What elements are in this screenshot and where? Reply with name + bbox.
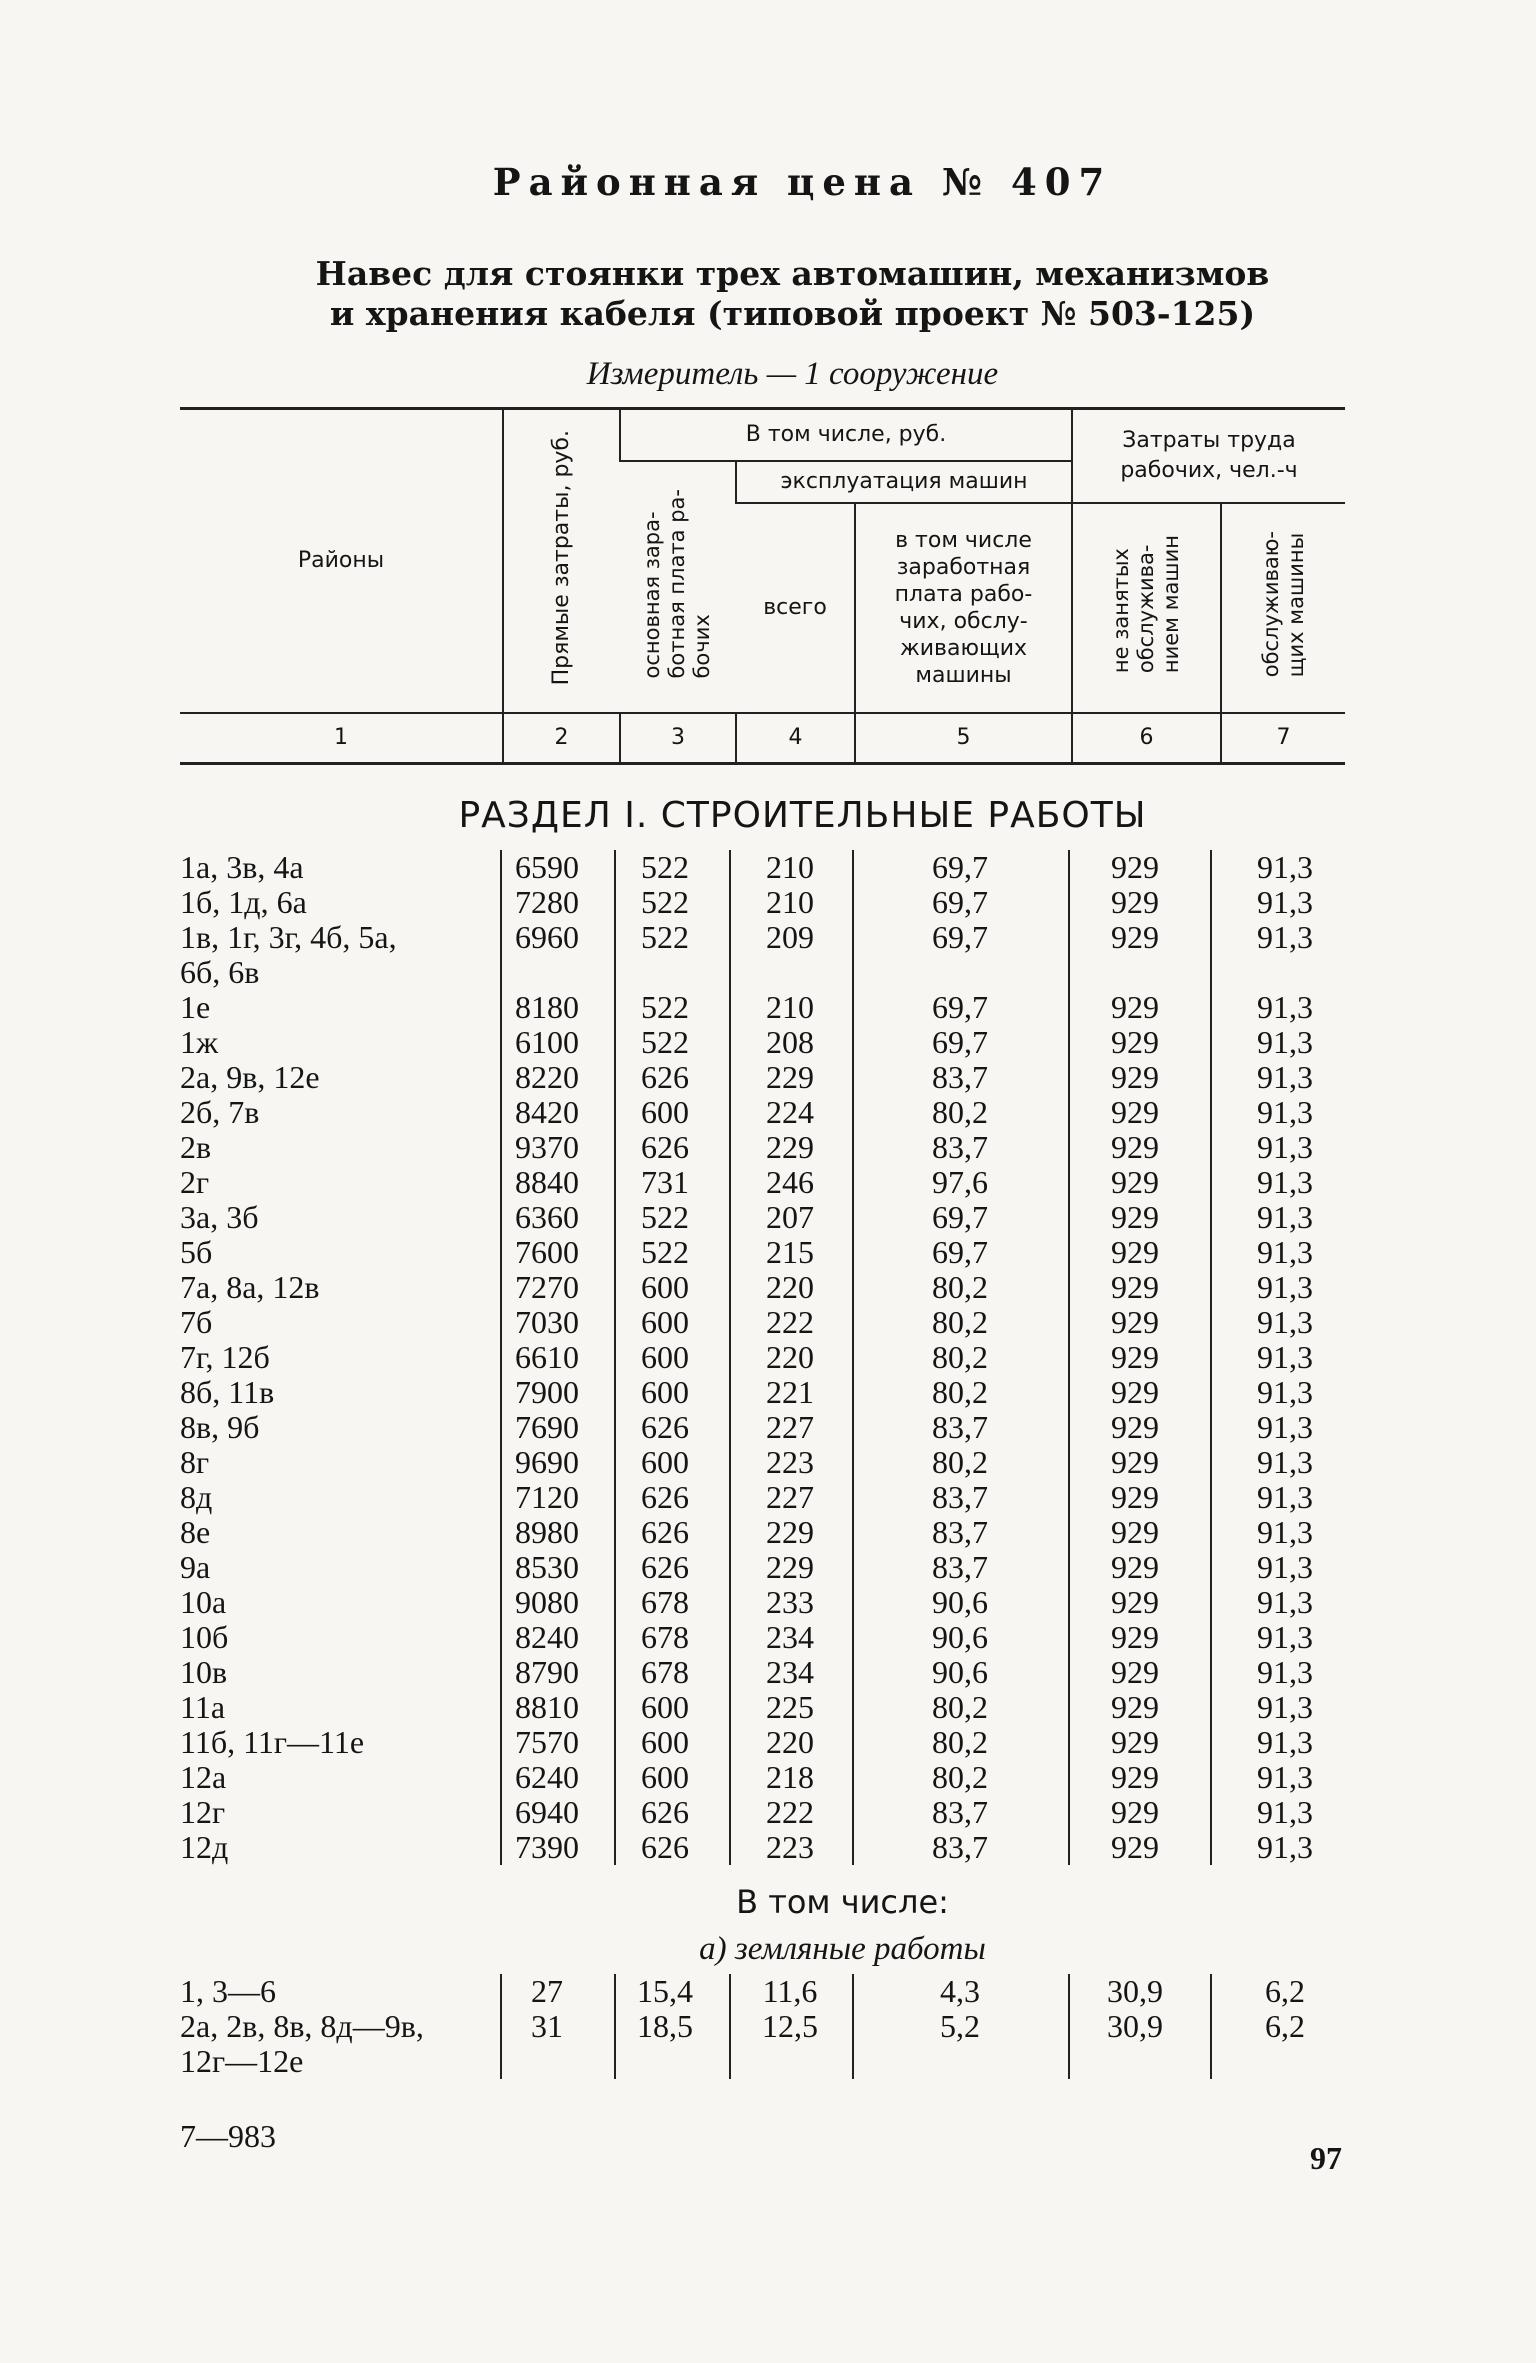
footer-code: 7—983 <box>180 2118 276 2154</box>
table-row <box>180 1725 1345 1760</box>
value-cell: 600 <box>641 1373 689 1410</box>
value-cell: 69,7 <box>932 988 988 1025</box>
value-cell: 9080 <box>515 1583 579 1620</box>
table-row <box>180 1375 1345 1410</box>
value-cell: 929 <box>1111 988 1159 1025</box>
value-cell: 80,2 <box>932 1268 988 1305</box>
value-cell: 929 <box>1111 1023 1159 1060</box>
value-cell: 90,6 <box>932 1618 988 1655</box>
column-divider <box>500 1974 502 2079</box>
column-divider <box>729 850 731 1865</box>
value-cell: 8790 <box>515 1653 579 1690</box>
value-cell: 600 <box>641 1688 689 1725</box>
value-cell: 69,7 <box>932 918 988 955</box>
value-cell: 222 <box>766 1793 814 1830</box>
column-divider <box>614 850 616 1865</box>
value-cell: 91,3 <box>1257 1828 1313 1865</box>
value-cell: 600 <box>641 1758 689 1795</box>
value-cell: 7270 <box>515 1268 579 1305</box>
value-cell: 6,2 <box>1265 1972 1305 2009</box>
value-cell: 11,6 <box>762 1972 818 2009</box>
value-cell: 224 <box>766 1093 814 1130</box>
header-regions: Районы <box>180 409 503 713</box>
region-cell: 10б <box>180 1618 229 1655</box>
table-row <box>180 1480 1345 1515</box>
value-cell: 600 <box>641 1303 689 1340</box>
value-cell: 929 <box>1111 1688 1159 1725</box>
value-cell: 6960 <box>515 918 579 955</box>
region-cell: 11а <box>180 1688 226 1725</box>
value-cell: 91,3 <box>1257 1023 1313 1060</box>
value-cell: 83,7 <box>932 1128 988 1165</box>
value-cell: 91,3 <box>1257 1163 1313 1200</box>
value-cell: 6610 <box>515 1338 579 1375</box>
column-divider <box>614 1974 616 2079</box>
table-row <box>180 990 1345 1025</box>
value-cell: 83,7 <box>932 1478 988 1515</box>
col-num: 5 <box>855 713 1072 764</box>
value-cell: 626 <box>641 1058 689 1095</box>
value-cell: 7570 <box>515 1723 579 1760</box>
value-cell: 220 <box>766 1723 814 1760</box>
value-cell: 83,7 <box>932 1548 988 1585</box>
value-cell: 83,7 <box>932 1058 988 1095</box>
region-cell: 3а, 3б <box>180 1198 259 1235</box>
value-cell: 18,5 <box>637 2007 693 2044</box>
value-cell: 83,7 <box>932 1793 988 1830</box>
header-machine-text: обслуживаю- щих машины <box>1258 531 1308 678</box>
page-title: Районная цена № 407 <box>492 160 1113 204</box>
value-cell: 626 <box>641 1128 689 1165</box>
value-cell: 929 <box>1111 1128 1159 1165</box>
earthworks-label: а) земляные работы <box>699 1930 986 1967</box>
value-cell: 8840 <box>515 1163 579 1200</box>
subtitle-line: и хранения кабеля (типовой проект № 503-125) <box>329 294 1256 333</box>
header-labor: Затраты труда рабочих, чел.-ч <box>1072 409 1345 503</box>
value-cell: 80,2 <box>932 1758 988 1795</box>
value-cell: 90,6 <box>932 1653 988 1690</box>
value-cell: 600 <box>641 1443 689 1480</box>
value-cell: 91,3 <box>1257 1198 1313 1235</box>
table-row <box>180 1445 1345 1480</box>
value-cell: 8240 <box>515 1618 579 1655</box>
value-cell: 929 <box>1111 1163 1159 1200</box>
value-cell: 929 <box>1111 1233 1159 1270</box>
earthworks-table <box>180 1974 1345 2079</box>
table-row <box>180 2044 1345 2079</box>
value-cell: 91,3 <box>1257 1478 1313 1515</box>
column-divider <box>1210 850 1212 1865</box>
value-cell: 6,2 <box>1265 2007 1305 2044</box>
value-cell: 91,3 <box>1257 1618 1313 1655</box>
value-cell: 929 <box>1111 1828 1159 1865</box>
value-cell: 522 <box>641 1023 689 1060</box>
value-cell: 91,3 <box>1257 1268 1313 1305</box>
value-cell: 7030 <box>515 1303 579 1340</box>
header-total: всего <box>763 595 827 620</box>
value-cell: 522 <box>641 848 689 885</box>
region-cell: 12г—12е <box>180 2042 304 2079</box>
table-row <box>180 1515 1345 1550</box>
column-divider <box>1210 1974 1212 2079</box>
value-cell: 30,9 <box>1107 2007 1163 2044</box>
region-cell: 2а, 2в, 8в, 8д—9в, <box>180 2007 424 2044</box>
table-row <box>180 1165 1345 1200</box>
value-cell: 626 <box>641 1548 689 1585</box>
value-cell: 929 <box>1111 1723 1159 1760</box>
table-row <box>180 2009 1345 2044</box>
region-cell: 1ж <box>180 1023 219 1060</box>
value-cell: 7120 <box>515 1478 579 1515</box>
value-cell: 7600 <box>515 1233 579 1270</box>
region-cell: 7а, 8а, 12в <box>180 1268 320 1305</box>
value-cell: 5,2 <box>940 2007 980 2044</box>
region-cell: 5б <box>180 1233 213 1270</box>
region-cell: 10в <box>180 1653 228 1690</box>
value-cell: 208 <box>766 1023 814 1060</box>
table-row <box>180 1340 1345 1375</box>
header-not-machine-text: не занятых обслужива- нием машин <box>1109 535 1183 674</box>
value-cell: 8220 <box>515 1058 579 1095</box>
value-cell: 91,3 <box>1257 1653 1313 1690</box>
value-cell: 929 <box>1111 1198 1159 1235</box>
table-row <box>180 1974 1345 2009</box>
subtitle <box>240 254 1345 334</box>
value-cell: 7690 <box>515 1408 579 1445</box>
value-cell: 7390 <box>515 1828 579 1865</box>
value-cell: 69,7 <box>932 883 988 920</box>
region-cell: 1, 3—6 <box>180 1972 276 2009</box>
value-cell: 6360 <box>515 1198 579 1235</box>
region-cell: 2г <box>180 1163 210 1200</box>
value-cell: 929 <box>1111 848 1159 885</box>
value-cell: 7280 <box>515 883 579 920</box>
value-cell: 210 <box>766 883 814 920</box>
value-cell: 69,7 <box>932 1023 988 1060</box>
value-cell: 91,3 <box>1257 1128 1313 1165</box>
value-cell: 80,2 <box>932 1373 988 1410</box>
value-cell: 600 <box>641 1093 689 1130</box>
value-cell: 215 <box>766 1233 814 1270</box>
value-cell: 91,3 <box>1257 1688 1313 1725</box>
page-number: 97 <box>1310 2140 1342 2176</box>
value-cell: 223 <box>766 1828 814 1865</box>
table-row <box>180 1655 1345 1690</box>
region-cell: 7г, 12б <box>180 1338 270 1375</box>
column-divider <box>729 1974 731 2079</box>
region-cell: 1в, 1г, 3г, 4б, 5а, <box>180 918 397 955</box>
value-cell: 522 <box>641 918 689 955</box>
value-cell: 929 <box>1111 883 1159 920</box>
col-num: 6 <box>1072 713 1221 764</box>
value-cell: 4,3 <box>940 1972 980 2009</box>
table-row <box>180 1830 1345 1865</box>
value-cell: 929 <box>1111 1583 1159 1620</box>
value-cell: 91,3 <box>1257 848 1313 885</box>
value-cell: 91,3 <box>1257 918 1313 955</box>
col-num: 7 <box>1221 713 1345 764</box>
value-cell: 91,3 <box>1257 1058 1313 1095</box>
col-num: 3 <box>620 713 736 764</box>
table-row <box>180 1095 1345 1130</box>
column-divider <box>1068 1974 1070 2079</box>
value-cell: 80,2 <box>932 1338 988 1375</box>
table-row <box>180 1585 1345 1620</box>
value-cell: 227 <box>766 1408 814 1445</box>
subtitle-line: Навес для стоянки трех автомашин, механизмов <box>315 254 1270 293</box>
value-cell: 6940 <box>515 1793 579 1830</box>
value-cell: 31 <box>531 2007 563 2044</box>
table-row <box>180 1690 1345 1725</box>
value-cell: 209 <box>766 918 814 955</box>
page <box>180 160 1345 2079</box>
value-cell: 929 <box>1111 1338 1159 1375</box>
value-cell: 91,3 <box>1257 1723 1313 1760</box>
region-cell: 1а, 3в, 4а <box>180 848 304 885</box>
value-cell: 97,6 <box>932 1163 988 1200</box>
header-machine <box>1221 503 1345 713</box>
value-cell: 6590 <box>515 848 579 885</box>
column-divider <box>852 1974 854 2079</box>
value-cell: 91,3 <box>1257 1583 1313 1620</box>
value-cell: 234 <box>766 1653 814 1690</box>
value-cell: 91,3 <box>1257 1758 1313 1795</box>
value-cell: 90,6 <box>932 1583 988 1620</box>
col-num: 4 <box>736 713 855 764</box>
value-cell: 80,2 <box>932 1443 988 1480</box>
table-row <box>180 1200 1345 1235</box>
value-cell: 225 <box>766 1688 814 1725</box>
value-cell: 929 <box>1111 1758 1159 1795</box>
region-cell: 2а, 9в, 12е <box>180 1058 320 1095</box>
value-cell: 221 <box>766 1373 814 1410</box>
value-cell: 91,3 <box>1257 1338 1313 1375</box>
table-row <box>180 1410 1345 1445</box>
value-cell: 678 <box>641 1653 689 1690</box>
value-cell: 69,7 <box>932 1233 988 1270</box>
table-row <box>180 1270 1345 1305</box>
data-table <box>180 850 1345 1865</box>
value-cell: 69,7 <box>932 848 988 885</box>
value-cell: 229 <box>766 1548 814 1585</box>
value-cell: 8420 <box>515 1093 579 1130</box>
header-including: В том числе, руб. <box>620 409 1072 461</box>
value-cell: 91,3 <box>1257 1793 1313 1830</box>
value-cell: 223 <box>766 1443 814 1480</box>
table-row <box>180 1795 1345 1830</box>
value-cell: 210 <box>766 988 814 1025</box>
table-header <box>180 407 1345 765</box>
value-cell: 8980 <box>515 1513 579 1550</box>
region-cell: 1е <box>180 988 211 1025</box>
value-cell: 80,2 <box>932 1093 988 1130</box>
value-cell: 731 <box>641 1163 689 1200</box>
region-cell: 1б, 1д, 6а <box>180 883 307 920</box>
value-cell: 8180 <box>515 988 579 1025</box>
value-cell: 69,7 <box>932 1198 988 1235</box>
value-cell: 626 <box>641 1478 689 1515</box>
value-cell: 600 <box>641 1723 689 1760</box>
value-cell: 91,3 <box>1257 1548 1313 1585</box>
region-cell: 10а <box>180 1583 227 1620</box>
value-cell: 929 <box>1111 1093 1159 1130</box>
measure-unit: Измеритель — 1 сооружение <box>586 356 999 392</box>
value-cell: 626 <box>641 1408 689 1445</box>
header-incl-wage: в том числе заработная плата рабо- чих, обслу- живающих машины <box>855 503 1072 713</box>
region-cell: 2в <box>180 1128 212 1165</box>
table-row <box>180 850 1345 885</box>
value-cell: 227 <box>766 1478 814 1515</box>
header-direct-costs-text: Прямые затраты, руб. <box>549 430 574 686</box>
region-cell: 6б, 6в <box>180 953 260 990</box>
region-cell: 11б, 11г—11е <box>180 1723 365 1760</box>
value-cell: 91,3 <box>1257 1303 1313 1340</box>
value-cell: 220 <box>766 1338 814 1375</box>
column-divider <box>1068 850 1070 1865</box>
table-row <box>180 920 1345 955</box>
value-cell: 929 <box>1111 1513 1159 1550</box>
header-machine-ops: эксплуатация машин <box>736 461 1072 503</box>
value-cell: 229 <box>766 1128 814 1165</box>
region-cell: 12г <box>180 1793 226 1830</box>
value-cell: 626 <box>641 1793 689 1830</box>
table-row <box>180 1060 1345 1095</box>
value-cell: 233 <box>766 1583 814 1620</box>
value-cell: 8530 <box>515 1548 579 1585</box>
value-cell: 929 <box>1111 1303 1159 1340</box>
value-cell: 229 <box>766 1058 814 1095</box>
region-cell: 8д <box>180 1478 213 1515</box>
value-cell: 522 <box>641 1198 689 1235</box>
value-cell: 80,2 <box>932 1303 988 1340</box>
value-cell: 929 <box>1111 1618 1159 1655</box>
value-cell: 929 <box>1111 1653 1159 1690</box>
region-cell: 8б, 11в <box>180 1373 275 1410</box>
value-cell: 80,2 <box>932 1688 988 1725</box>
table-row <box>180 1235 1345 1270</box>
column-numbers <box>180 713 1345 764</box>
value-cell: 626 <box>641 1828 689 1865</box>
value-cell: 929 <box>1111 1478 1159 1515</box>
value-cell: 929 <box>1111 1268 1159 1305</box>
header-base-wage-text: основная зара- ботная плата ра- бочих <box>640 488 714 679</box>
value-cell: 207 <box>766 1198 814 1235</box>
value-cell: 218 <box>766 1758 814 1795</box>
value-cell: 929 <box>1111 1443 1159 1480</box>
column-divider <box>500 850 502 1865</box>
value-cell: 83,7 <box>932 1513 988 1550</box>
table-row <box>180 1550 1345 1585</box>
value-cell: 929 <box>1111 918 1159 955</box>
value-cell: 929 <box>1111 1058 1159 1095</box>
value-cell: 83,7 <box>932 1408 988 1445</box>
value-cell: 929 <box>1111 1373 1159 1410</box>
header-base-wage <box>620 461 736 713</box>
table-row <box>180 1760 1345 1795</box>
value-cell: 929 <box>1111 1793 1159 1830</box>
value-cell: 234 <box>766 1618 814 1655</box>
value-cell: 210 <box>766 848 814 885</box>
region-cell: 12д <box>180 1828 229 1865</box>
value-cell: 522 <box>641 883 689 920</box>
value-cell: 91,3 <box>1257 988 1313 1025</box>
value-cell: 30,9 <box>1107 1972 1163 2009</box>
value-cell: 678 <box>641 1618 689 1655</box>
region-cell: 9а <box>180 1548 211 1585</box>
region-cell: 8г <box>180 1443 210 1480</box>
value-cell: 246 <box>766 1163 814 1200</box>
value-cell: 9370 <box>515 1128 579 1165</box>
col-num: 2 <box>503 713 620 764</box>
region-cell: 7б <box>180 1303 213 1340</box>
value-cell: 626 <box>641 1513 689 1550</box>
value-cell: 80,2 <box>932 1723 988 1760</box>
value-cell: 91,3 <box>1257 1408 1313 1445</box>
table-row <box>180 1025 1345 1060</box>
table-row <box>180 1620 1345 1655</box>
value-cell: 220 <box>766 1268 814 1305</box>
value-cell: 27 <box>531 1972 563 2009</box>
table-row <box>180 1305 1345 1340</box>
value-cell: 929 <box>1111 1548 1159 1585</box>
value-cell: 600 <box>641 1268 689 1305</box>
value-cell: 91,3 <box>1257 1093 1313 1130</box>
value-cell: 91,3 <box>1257 1373 1313 1410</box>
region-cell: 8е <box>180 1513 211 1550</box>
column-divider <box>852 850 854 1865</box>
value-cell: 222 <box>766 1303 814 1340</box>
region-cell: 2б, 7в <box>180 1093 260 1130</box>
value-cell: 929 <box>1111 1408 1159 1445</box>
col-num: 1 <box>180 713 503 764</box>
value-cell: 91,3 <box>1257 1443 1313 1480</box>
including-label: В том числе: <box>736 1882 949 1921</box>
value-cell: 12,5 <box>762 2007 818 2044</box>
value-cell: 6240 <box>515 1758 579 1795</box>
table-row <box>180 885 1345 920</box>
value-cell: 9690 <box>515 1443 579 1480</box>
value-cell: 8810 <box>515 1688 579 1725</box>
value-cell: 678 <box>641 1583 689 1620</box>
value-cell: 522 <box>641 1233 689 1270</box>
header-not-machine <box>1072 503 1221 713</box>
value-cell: 15,4 <box>637 1972 693 2009</box>
table-row <box>180 1130 1345 1165</box>
table-row <box>180 955 1345 990</box>
value-cell: 7900 <box>515 1373 579 1410</box>
region-cell: 8в, 9б <box>180 1408 260 1445</box>
section-title: РАЗДЕЛ I. СТРОИТЕЛЬНЫЕ РАБОТЫ <box>458 794 1147 836</box>
value-cell: 91,3 <box>1257 1513 1313 1550</box>
value-cell: 522 <box>641 988 689 1025</box>
region-cell: 12а <box>180 1758 227 1795</box>
value-cell: 600 <box>641 1338 689 1375</box>
header-direct-costs <box>503 409 620 713</box>
value-cell: 83,7 <box>932 1828 988 1865</box>
value-cell: 91,3 <box>1257 1233 1313 1270</box>
value-cell: 6100 <box>515 1023 579 1060</box>
value-cell: 91,3 <box>1257 883 1313 920</box>
value-cell: 229 <box>766 1513 814 1550</box>
